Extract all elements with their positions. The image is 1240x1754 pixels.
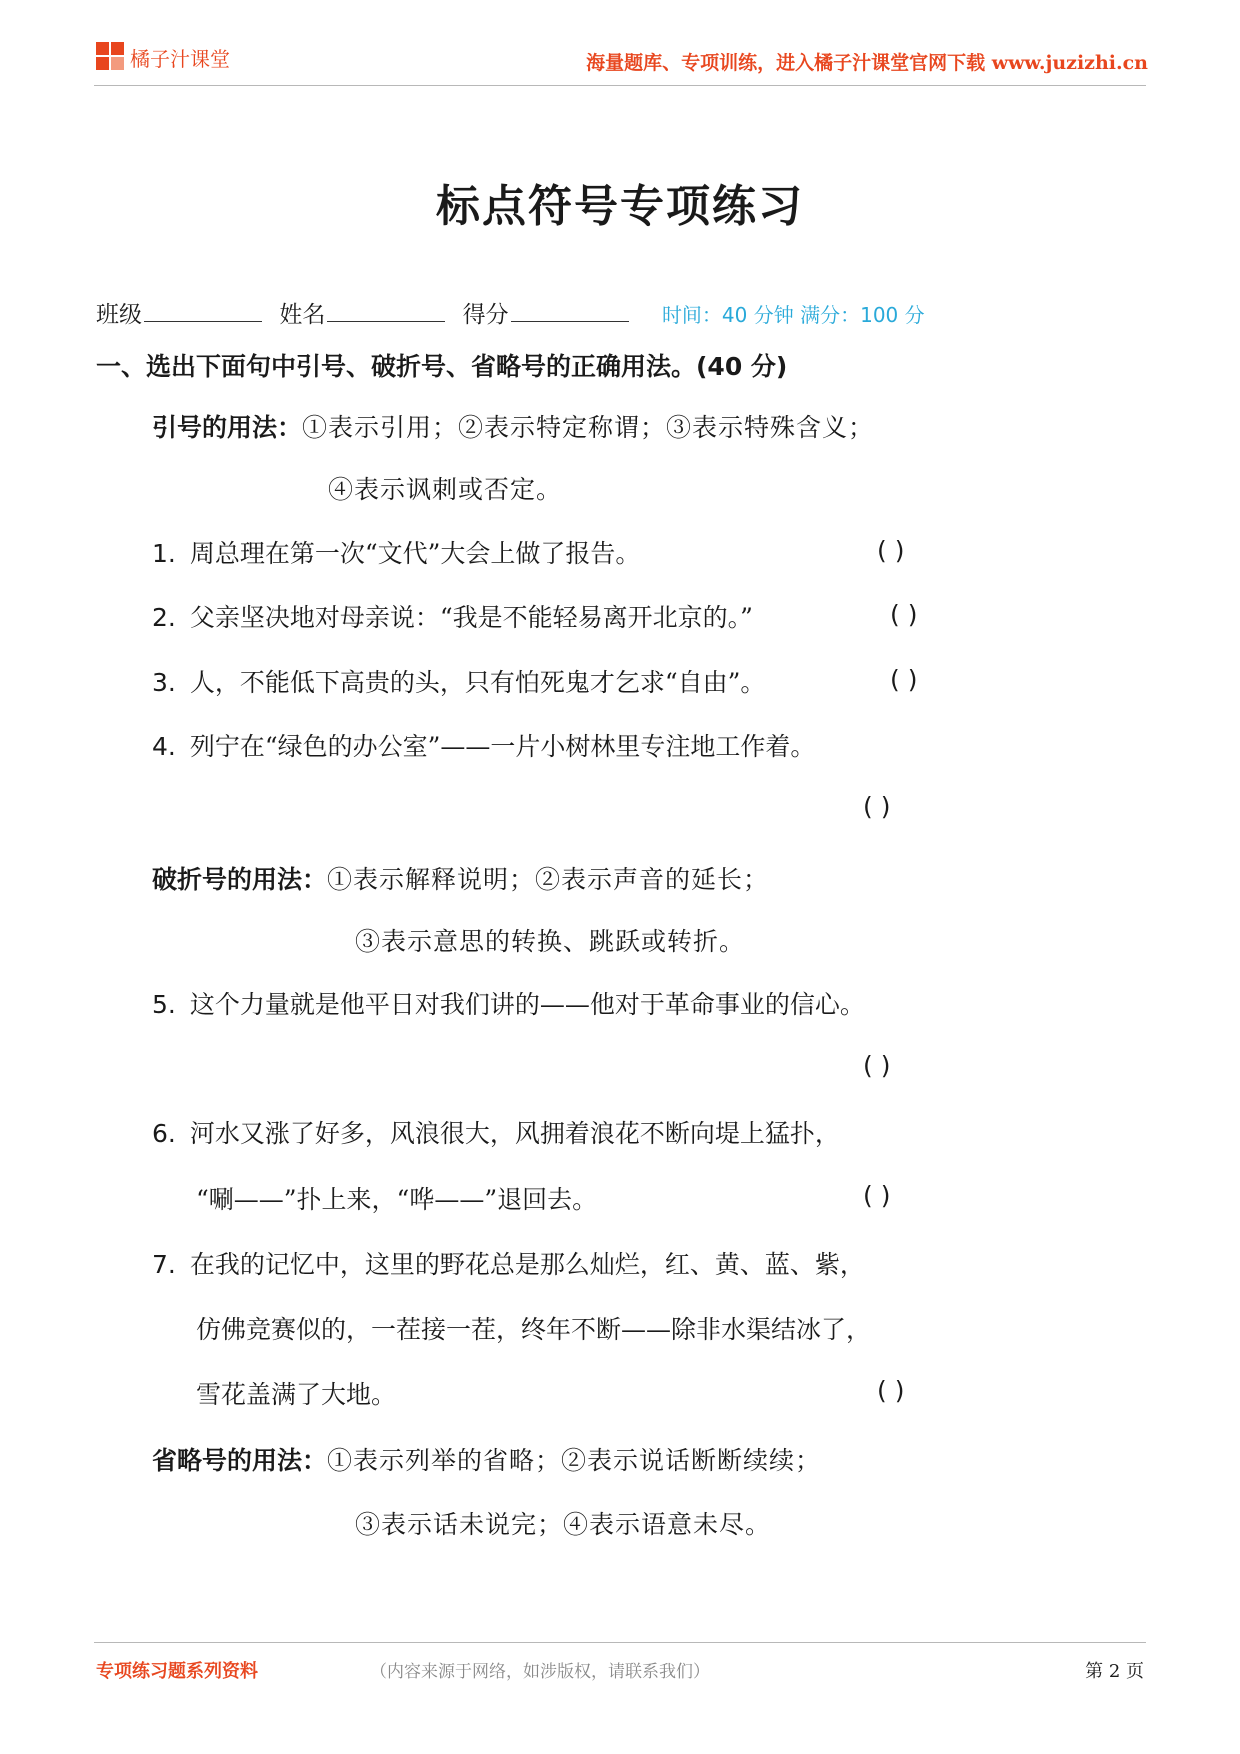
- question-text: 父亲坚决地对母亲说：“我是不能轻易离开北京的。”: [189, 603, 753, 632]
- question-text: 这个力量就是他平日对我们讲的——他对于革命事业的信心。: [189, 990, 865, 1019]
- question-number: 4.: [152, 732, 176, 761]
- name-label: 姓名: [279, 302, 326, 328]
- page-title: 标点符号专项练习: [436, 181, 804, 232]
- question-5: [152, 985, 865, 1021]
- question-3: [152, 663, 765, 699]
- answer-blank-7[interactable]: ( ): [877, 1376, 905, 1405]
- question-number: 6.: [152, 1119, 176, 1148]
- section-heading: 一、选出下面句中引号、破折号、省略号的正确用法。(40 分): [96, 352, 788, 381]
- question-number: 1.: [152, 539, 176, 568]
- score-blank: [511, 299, 629, 322]
- dash-usage-line1: [152, 860, 769, 896]
- question-number: 5.: [152, 990, 176, 1019]
- answer-blank-3[interactable]: ( ): [890, 665, 918, 694]
- quote-usage-head: 引号的用法：: [152, 413, 303, 442]
- question-number: 7.: [152, 1250, 176, 1279]
- footer-series: 专项练习题系列资料: [96, 1661, 258, 1682]
- class-blank: [144, 299, 262, 322]
- quote-usage-items: ①表示引用；②表示特定称谓；③表示特殊含义；: [302, 413, 875, 442]
- logo-icon: [96, 42, 126, 72]
- ellipsis-usage-items: ①表示列举的省略；②表示说话断断续续；: [327, 1446, 822, 1475]
- quote-usage-line1: [152, 408, 874, 444]
- question-7-line3: 雪花盖满了大地。: [196, 1380, 397, 1409]
- dash-usage-head: 破折号的用法：: [152, 865, 328, 894]
- score-label: 得分: [462, 302, 509, 328]
- question-2: [152, 598, 753, 634]
- quote-usage-line2: ④表示讽刺或否定。: [328, 475, 563, 504]
- answer-blank-6[interactable]: ( ): [863, 1181, 891, 1210]
- name-blank: [327, 299, 445, 322]
- question-text: 在我的记忆中，这里的野花总是那么灿烂，红、黄、蓝、紫，: [189, 1250, 865, 1279]
- answer-blank-4[interactable]: ( ): [863, 792, 891, 821]
- question-7-line2: 仿佛竞赛似的，一茬接一茬，终年不断——除非水渠结冰了，: [196, 1315, 872, 1344]
- question-text: 河水又涨了好多，风浪很大，风拥着浪花不断向堤上猛扑，: [189, 1119, 840, 1148]
- class-label: 班级: [96, 302, 142, 328]
- footer-divider: [94, 1642, 1146, 1643]
- logo-text: 橘子汁课堂: [130, 46, 230, 71]
- ellipsis-usage-head: 省略号的用法：: [152, 1446, 328, 1475]
- dash-usage-items: ①表示解释说明；②表示声音的延长；: [327, 865, 770, 894]
- question-6: [152, 1114, 840, 1150]
- question-6-line2: “唰——”扑上来，“哗——”退回去。: [196, 1185, 598, 1214]
- question-number: 3.: [152, 668, 176, 697]
- question-4: [152, 727, 815, 763]
- header-divider: [94, 85, 1146, 86]
- time-meta: 时间：40 分钟 满分：100 分: [661, 303, 925, 327]
- answer-blank-2[interactable]: ( ): [890, 600, 918, 629]
- question-text: 列宁在“绿色的办公室”——一片小树林里专注地工作着。: [189, 732, 816, 761]
- question-1: [152, 534, 640, 570]
- ellipsis-usage-line1: [152, 1441, 821, 1477]
- logo: [96, 42, 230, 72]
- info-line: [96, 296, 925, 329]
- ellipsis-usage-line2: ③表示话未说完；④表示语意未尽。: [355, 1510, 772, 1539]
- question-text: 人，不能低下高贵的头，只有怕死鬼才乞求“自由”。: [189, 668, 766, 697]
- answer-blank-1[interactable]: ( ): [877, 536, 905, 565]
- page-number: 第 2 页: [1085, 1661, 1144, 1682]
- footer-copyright: （内容来源于网络，如涉版权，请联系我们）: [370, 1662, 710, 1682]
- header-slogan: 海量题库、专项训练，进入橘子汁课堂官网下载 www.juzizhi.cn: [586, 52, 1148, 74]
- question-number: 2.: [152, 603, 176, 632]
- question-text: 周总理在第一次“文代”大会上做了报告。: [189, 539, 641, 568]
- dash-usage-line2: ③表示意思的转换、跳跃或转折。: [355, 927, 746, 956]
- answer-blank-5[interactable]: ( ): [863, 1051, 891, 1080]
- question-7: [152, 1245, 865, 1281]
